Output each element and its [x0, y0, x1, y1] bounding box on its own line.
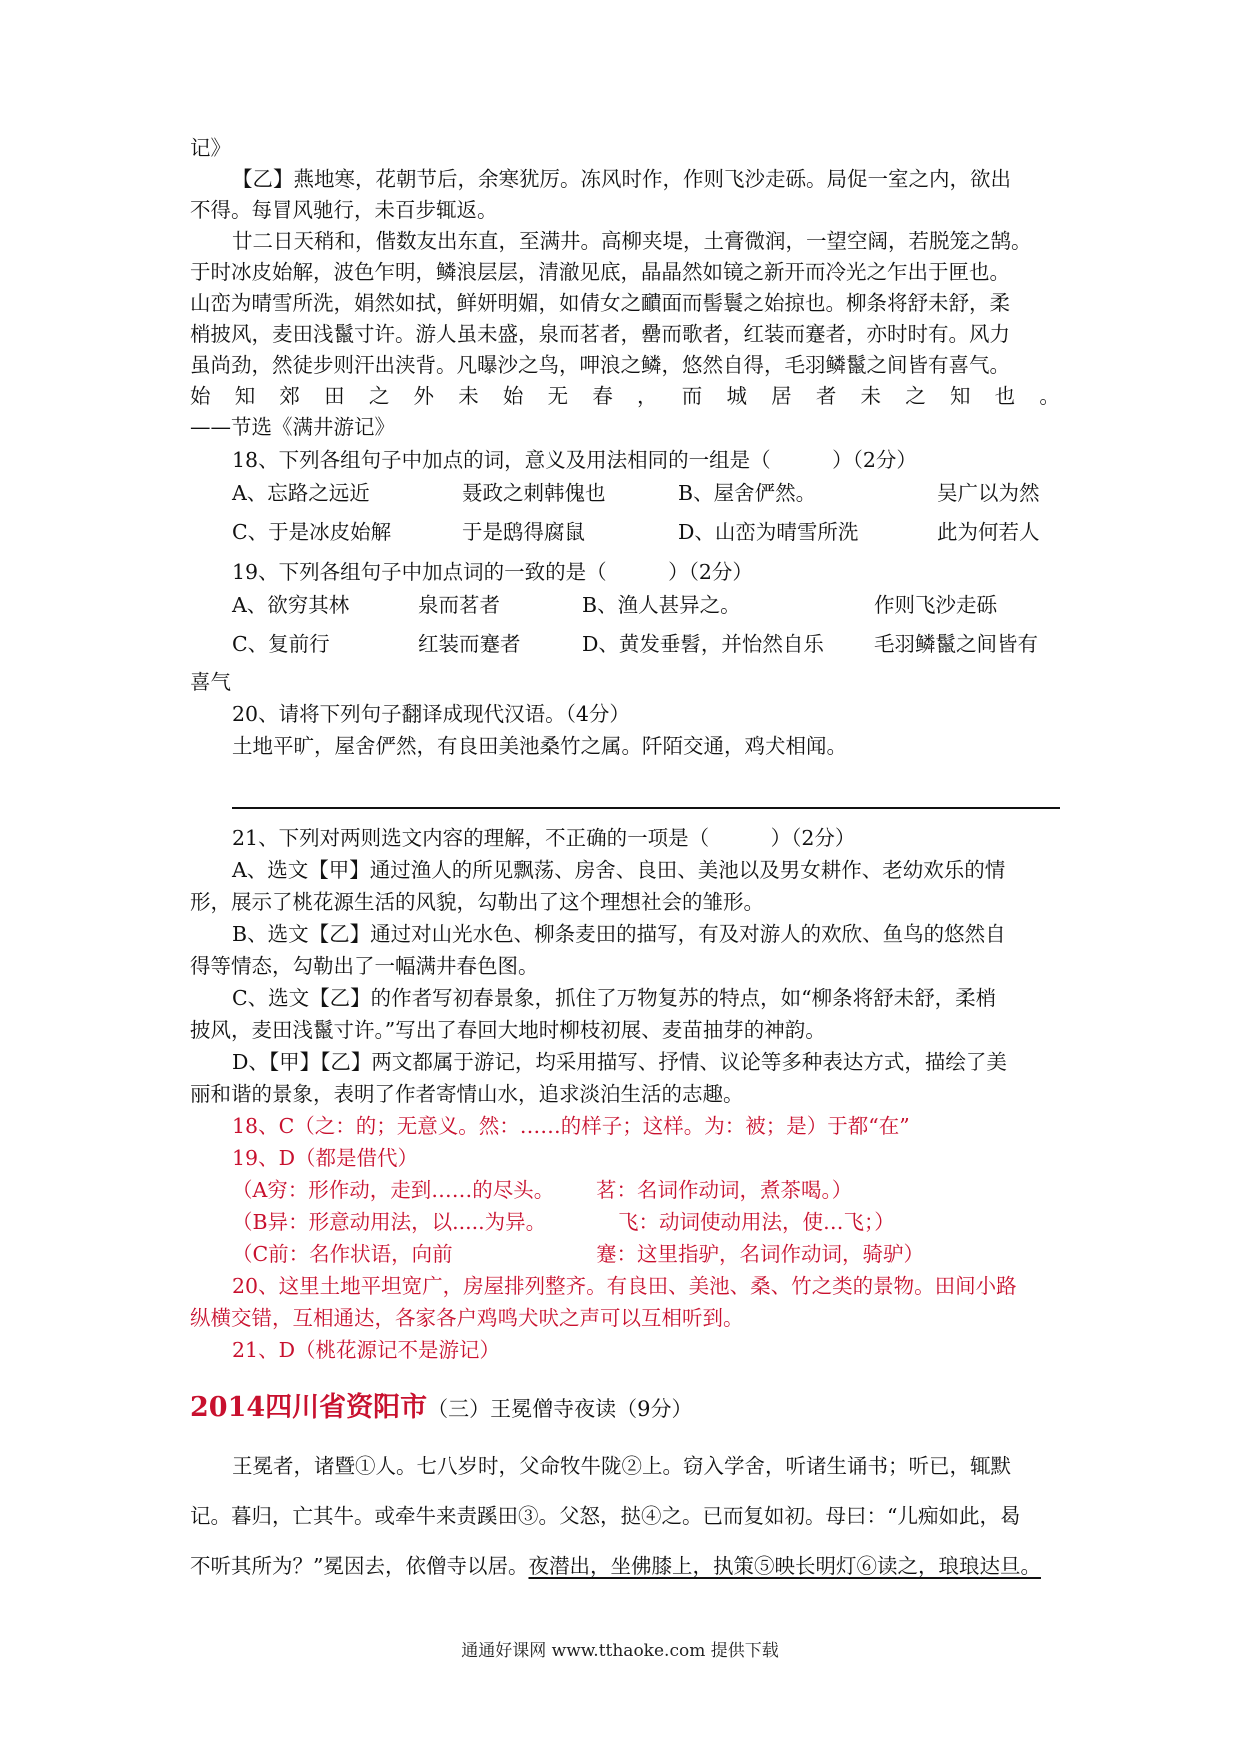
- q21-option-c-cont: 披风，麦田浅鬣寸许。”写出了春回大地时柳枝初展、麦苗抽芽的神韵。: [190, 1018, 826, 1042]
- q21-option-a-cont: 形，展示了桃花源生活的风貌，勾勒出了这个理想社会的雏形。: [190, 890, 764, 914]
- spread-char: 春: [592, 384, 613, 408]
- spread-char: 知: [949, 384, 971, 408]
- answer-18: 18、C（之：的；无意义。然：……的样子；这样。为：被；是）于都“在”: [232, 1114, 910, 1138]
- section-title-text: （三）王冕僧寺夜读（9分）: [427, 1397, 693, 1421]
- answer-19-b: （B异：形意动用法，以.....为异。: [232, 1210, 547, 1234]
- q19-option-b-pair: 作则飞沙走砾: [874, 593, 997, 617]
- q18-option-d-pair: 此为何若人: [937, 520, 1040, 544]
- passage-line: 山峦为晴雪所洗，娟然如拭，鲜妍明媚，如倩女之靧面而髻鬟之始掠也。柳条将舒未舒，柔: [190, 291, 1010, 315]
- spread-char: 未: [860, 384, 882, 408]
- q18-option-c-pair: 于是鸱得腐鼠: [462, 520, 585, 544]
- passage-line: 【乙】燕地寒，花朝节后，余寒犹厉。冻风时作，作则飞沙走砾。局促一室之内，欲出: [232, 167, 1011, 191]
- question-20-text: 土地平旷，屋舍俨然，有良田美池桑竹之属。阡陌交通，鸡犬相闻。: [232, 734, 847, 758]
- spread-char: 无: [547, 384, 569, 408]
- q21-option-d-cont: 丽和谐的景象，表明了作者寄情山水，追求淡泊生活的志趣。: [190, 1082, 744, 1106]
- passage-line: 梢披风，麦田浅鬣寸许。游人虽未盛，泉而茗者，罍而歌者，红装而蹇者，亦时时有。风力: [190, 322, 1010, 346]
- question-21-stem: 21、下列对两则选文内容的理解，不正确的一项是（ ）（2分）: [232, 826, 856, 850]
- spread-char: 之: [905, 384, 926, 408]
- spread-char: 居: [771, 384, 792, 408]
- q21-option-b: B、选文【乙】通过对山光水色、柳条麦田的描写，有及对游人的欢欣、鱼鸟的悠然自: [232, 922, 1006, 946]
- spread-char: 外: [413, 384, 435, 408]
- answer-19-c-pair: 蹇：这里指驴，名词作动词，骑驴）: [596, 1242, 924, 1266]
- answer-19-a: （A穷：形作动，走到……的尽头。: [232, 1178, 555, 1202]
- passage-line: 虽尚劲，然徒步则汗出浃背。凡曝沙之鸟，呷浪之鳞，悠然自得，毛羽鳞鬣之间皆有喜气。: [190, 353, 1010, 377]
- answer-19-a-pair: 茗：名词作动词，煮茶喝。）: [596, 1178, 853, 1202]
- answer-19-c: （C前：名作状语，向前: [232, 1242, 453, 1266]
- passage-line: 记》: [190, 136, 231, 160]
- spread-char: 知: [234, 384, 256, 408]
- wangmian-line: 王冕者，诸暨①人。七八岁时，父命牧牛陇②上。窃入学舍，听诸生诵书；听已，辄默: [232, 1454, 1011, 1478]
- spread-char: 。: [1039, 384, 1060, 408]
- wangmian-underlined-sentence: 夜潜出，坐佛膝上，执策⑤映长明灯⑥读之，琅琅达旦。: [528, 1554, 1041, 1578]
- section-title-region: 2014四川省资阳市: [190, 1392, 428, 1423]
- spread-char: 始: [502, 384, 524, 408]
- q21-option-a: A、选文【甲】通过渔人的所见飘荡、房舍、良田、美池以及男女耕作、老幼欢乐的情: [232, 858, 1006, 882]
- q21-option-d: D、【甲】【乙】两文都属于游记，均采用描写、抒情、议论等多种表达方式，描绘了美: [232, 1050, 1007, 1074]
- page-footer: 通通好课网 www.tthaoke.com 提供下载: [461, 1641, 779, 1661]
- spread-char: 者: [815, 384, 837, 408]
- passage-line: 廿二日天稍和，偕数友出东直，至满井。高柳夹堤，土膏微润，一望空阔，若脱笼之鹄。: [232, 229, 1032, 253]
- q18-option-a-pair: 聂政之刺韩傀也: [462, 481, 606, 505]
- spread-char: 田: [324, 384, 345, 408]
- q18-option-b: B、屋舍俨然。: [678, 481, 817, 505]
- answer-20-cont: 纵横交错，互相通达，各家各户鸡鸣犬吠之声可以互相听到。: [190, 1306, 744, 1330]
- passage-line: 不得。每冒风驰行，未百步辄返。: [190, 198, 498, 222]
- passage-line-spread: [190, 380, 1060, 412]
- spread-char: 始: [190, 384, 211, 408]
- answer-line: [232, 807, 1060, 809]
- q19-option-a-pair: 泉而茗者: [418, 593, 500, 617]
- spread-char: 郊: [279, 384, 300, 408]
- q19-option-a: A、欲穷其林: [232, 593, 350, 617]
- q18-option-a: A、忘路之远近: [232, 481, 370, 505]
- answer-21: 21、D（桃花源记不是游记）: [232, 1338, 501, 1362]
- answer-19: 19、D（都是借代）: [232, 1146, 419, 1170]
- passage-source: ——节选《满井游记》: [190, 415, 395, 439]
- spread-char: 城: [726, 384, 747, 408]
- q19-option-d-pair: 毛羽鳞鬣之间皆有: [874, 632, 1038, 656]
- q21-option-b-cont: 得等情态，勾勒出了一幅满井春色图。: [190, 954, 539, 978]
- wangmian-text: 不听其所为？”冕因去，依僧寺以居。: [190, 1554, 529, 1578]
- q21-option-c: C、选文【乙】的作者写初春景象，抓住了万物复苏的特点，如“柳条将舒未舒，柔梢: [232, 986, 997, 1010]
- answer-19-b-pair: 飞：动词使动用法，使…飞；）: [618, 1210, 895, 1234]
- spread-char: 未: [458, 384, 479, 408]
- question-19-stem: 19、下列各组句子中加点词的一致的是（ ）（2分）: [232, 560, 753, 584]
- q19-option-c: C、复前行: [232, 632, 330, 656]
- wangmian-line: [190, 1550, 1060, 1582]
- q18-option-d: D、山峦为晴雪所洗: [678, 520, 859, 544]
- q18-option-b-pair: 吴广以为然: [937, 481, 1040, 505]
- question-18-stem: 18、下列各组句子中加点的词，意义及用法相同的一组是（ ）（2分）: [232, 448, 917, 472]
- section-title: [190, 1390, 1060, 1427]
- q18-option-c: C、于是冰皮始解: [232, 520, 392, 544]
- spread-char: 之: [368, 384, 390, 408]
- wangmian-line: 记。暮归，亡其牛。或牵牛来责蹊田③。父怒，挞④之。已而复如初。母曰：“儿痴如此，曷: [190, 1504, 1021, 1528]
- question-20-stem: 20、请将下列句子翻译成现代汉语。（4分）: [232, 702, 630, 726]
- q19-option-c-pair: 红装而蹇者: [418, 632, 521, 656]
- spread-char: ，: [637, 384, 658, 408]
- answer-20: 20、这里土地平坦宽广，房屋排列整齐。有良田、美池、桑、竹之类的景物。田间小路: [232, 1274, 1017, 1298]
- spread-char: 而: [681, 384, 703, 408]
- q19-option-d-cont: 喜气: [190, 670, 231, 694]
- q19-option-d: D、黄发垂髫，并怡然自乐: [582, 632, 824, 656]
- spread-char: 也: [994, 384, 1016, 408]
- q19-option-b: B、渔人甚异之。: [582, 593, 741, 617]
- passage-line: 于时冰皮始解，波色乍明，鳞浪层层，清澈见底，晶晶然如镜之新开而冷光之乍出于匣也。: [190, 260, 1010, 284]
